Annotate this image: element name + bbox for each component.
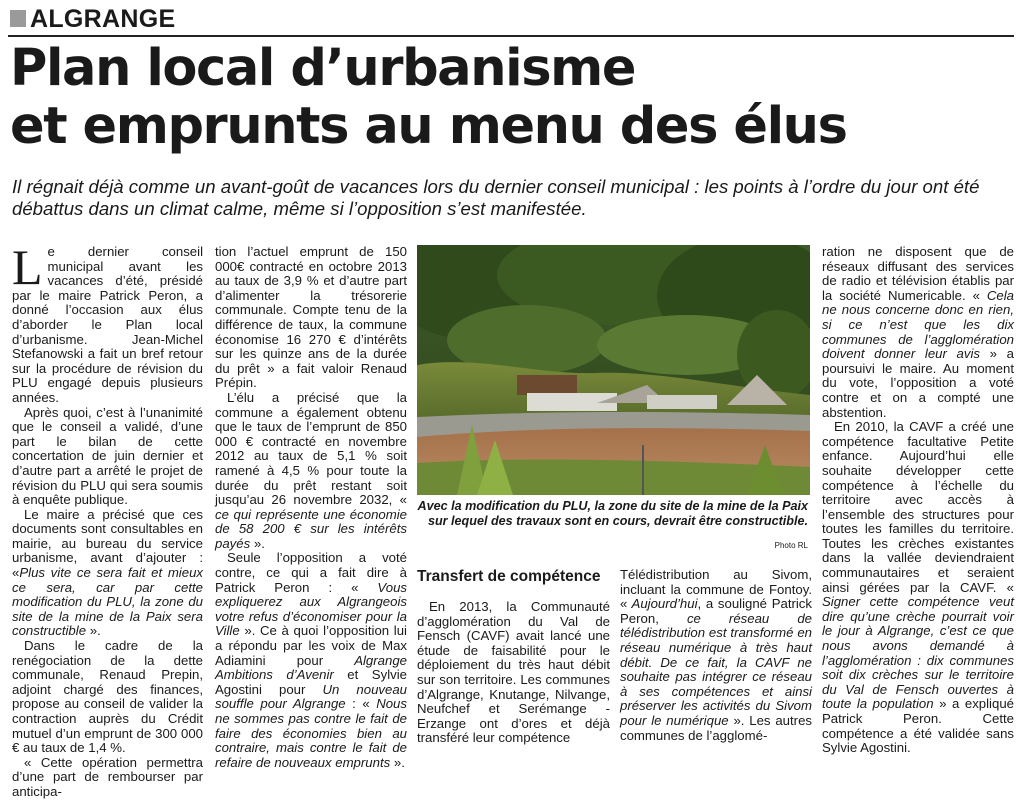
paragraph-text: : « — [345, 696, 370, 712]
paragraph-text: » a poursuivi le maire. Au moment du vote, l’opposition a voté contre et on a compté une abstention. — [822, 346, 1014, 420]
article-photo — [417, 245, 810, 495]
quote-text: Plus vite ce sera fait et mieux ce sera, car par cette modification du PLU, la zone du site de la mine de la Paix sera constructible — [12, 565, 203, 639]
article-column-2 — [215, 245, 407, 770]
article-lead: Il régnait déjà comme un avant-goût de vacances lors du dernier conseil municipal : les points à l’ordre du jour ont été débattus dans un climat calme, même si l’opposition s’est manifestée. — [12, 176, 980, 219]
quote-text: Signer cette compétence veut dire qu’une crèche pourrait voir le jour à Algrange, c’est ce que nous avons demandé à l’agglomération : dix communes soit dix crèches sur le territoire du Val de Fensch ouvertes à toute la population — [822, 594, 1014, 712]
paragraph — [822, 420, 1014, 756]
quote-text: Nous ne sommes pas contre le fait de faire des économies bien au contraire, mais contre le fait de refaire de nouveaux emprunts — [215, 696, 407, 770]
mine-site-photo — [417, 245, 810, 495]
caption-line-2: sur lequel des travaux sont en cours, devrait être constructible. — [427, 514, 808, 528]
paragraph-text: Le maire a précisé que ces documents sont consultables en mairie, au bureau du service urbanisme, avant d’ajouter : « — [12, 506, 203, 581]
paragraph-text: ». Ce à quoi l’opposition lui a répondu par les voix de Max Adiamini pour — [215, 623, 407, 668]
drop-cap: L — [12, 239, 43, 295]
paragraph: En 2013, la Communauté d’agglomération du Val de Fensch (CAVF) avait lancé une étude de faisabilité pour le déploiement du très haut débit sur son territoire. Les communes d’Algrange, Knutange, Nilvange, Neufchef et Serémange -Erzange ont d’ores et déjà transféré leur compétence — [417, 599, 610, 746]
headline-line-2: et emprunts au menu des élus — [10, 97, 847, 156]
paragraph-text: » a expliqué Patrick Peron. Cette compétence a été validée sans Sylvie Agostini. — [822, 696, 1014, 756]
photo-caption — [417, 499, 808, 529]
paragraph-text: ». Les autres communes de l’agglomé- — [620, 712, 812, 743]
list-name: Algrange Ambitions d’Avenir — [215, 652, 407, 683]
section-subhead: Transfert de compétence — [417, 568, 601, 585]
paragraph-text: Télédistribution au Sivom, incluant la commune de Fontoy. « — [620, 567, 812, 612]
paragraph: tion l’actuel emprunt de 150 000€ contracté en octobre 2013 au taux de 3,9 % et d’autre part d’alimenter la trésorerie communale. Compte tenu de la différence de taux, la commune économise 16 270 € d’intérêts sur les quinze ans de la durée du prêt » a fait valoir Renaud Prépin. — [215, 244, 407, 391]
section-kicker: ALGRANGE — [30, 5, 176, 33]
paragraph — [215, 391, 407, 552]
article-column-5 — [822, 245, 1014, 756]
paragraph: Dans le cadre de la renégociation de la dette communale, Renaud Prepin, adjoint chargé des finances, propose au conseil de valider la contraction auprès du Crédit mutuel d’un emprunt de 300 000 € au taux de 1,4 %. — [12, 638, 203, 756]
paragraph-text: ». — [250, 535, 265, 551]
paragraph — [822, 245, 1014, 420]
paragraph-text: e dernier conseil municipal avant les vacances d’été, présidé par le maire Patrick Peron, a donné l’occasion aux élus d’aborder le Plan local d’urbanisme. Jean-Michel Stefanowski a fait un bref retour sur la procédure de révision du PLU engagé depuis plusieurs années. — [12, 244, 203, 405]
section-kicker-bar — [8, 4, 1014, 34]
article-column-3 — [417, 600, 610, 746]
paragraph-text: ration ne disposent que de réseaux diffusant des services de radio et télévision établis par la société Numericable. « — [822, 244, 1014, 303]
quote-text: ce qui représente une économie de 58 200 € sur les intérêts payés — [215, 506, 407, 551]
quote-text: Cela ne nous concerne donc en rien, si ce n’est que les dix communes de l’agglomération doivent donner leur avis — [822, 287, 1014, 362]
paragraph-text: En 2010, la CAVF a créé une compétence facultative Petite enfance. Aujourd’hui elle souhaite développer cette compétence à l’échelle du territoire avec accès à l’ensemble des structures pour toutes les familles du territoire. Toutes les crèches existantes dans la vallée deviendraient communautaires et seraient ainsi gérées par la CAVF. « — [822, 419, 1014, 595]
article-column-4 — [620, 568, 812, 743]
photo-credit: Photo RL — [774, 541, 808, 550]
headline-line-1: Plan local d’urbanisme — [10, 39, 636, 98]
quote-text: Vous expliquerez aux Algrangeois votre refus d’économiser pour la Ville — [215, 579, 408, 639]
article-column-1 — [12, 239, 203, 800]
list-name: Un nouveau souffle pour Algrange — [215, 681, 408, 712]
paragraph-text: Seule l’opposition a voté contre, ce qui a fait dire à Patrick Peron : « — [215, 550, 407, 595]
paragraph-text: et Sylvie Agostini pour — [215, 667, 407, 697]
paragraph: Après quoi, c’est à l’unanimité que le conseil a validé, d’une part le bilan de cette concertation de juin dernier et d’autre part a arrêté le projet de révision du PLU qui sera soumis à enquête publique. — [12, 404, 203, 508]
paragraph — [12, 508, 203, 639]
kicker-rule — [8, 35, 1014, 37]
quote-text: Aujourd’hui — [627, 596, 698, 612]
paragraph — [620, 568, 812, 743]
paragraph-text: ». — [86, 623, 101, 639]
quote-text: ce réseau de télédistribution est transformé en réseau numérique à très haut débit. De ce fait, la CAVF ne souhaite pas intégrer ce réseau à ses compétences et ainsi préserver les activités du Sivom pour le numérique — [620, 610, 812, 728]
paragraph-text: ». — [390, 754, 405, 770]
paragraph-text: L’élu a précisé que la commune a également obtenu que le taux de l’emprunt de 850 000 € contracté en novembre 2012 au taux de 5,1 % soit ramené à 4,5 % pour toute la durée du prêt restant soit jusqu’au 26 novembre 2032, « — [215, 389, 407, 508]
headline — [10, 40, 1010, 156]
kicker-square-icon — [10, 10, 26, 27]
paragraph-text: , a souligné Patrick Peron, — [620, 596, 812, 626]
paragraph: « Cette opération permettra d’une part de rembourser par anticipa- — [12, 754, 203, 799]
caption-line-1: Avec la modification du PLU, la zone du site de la mine de la Paix — [417, 499, 808, 513]
paragraph — [12, 239, 203, 406]
paragraph — [215, 551, 407, 770]
